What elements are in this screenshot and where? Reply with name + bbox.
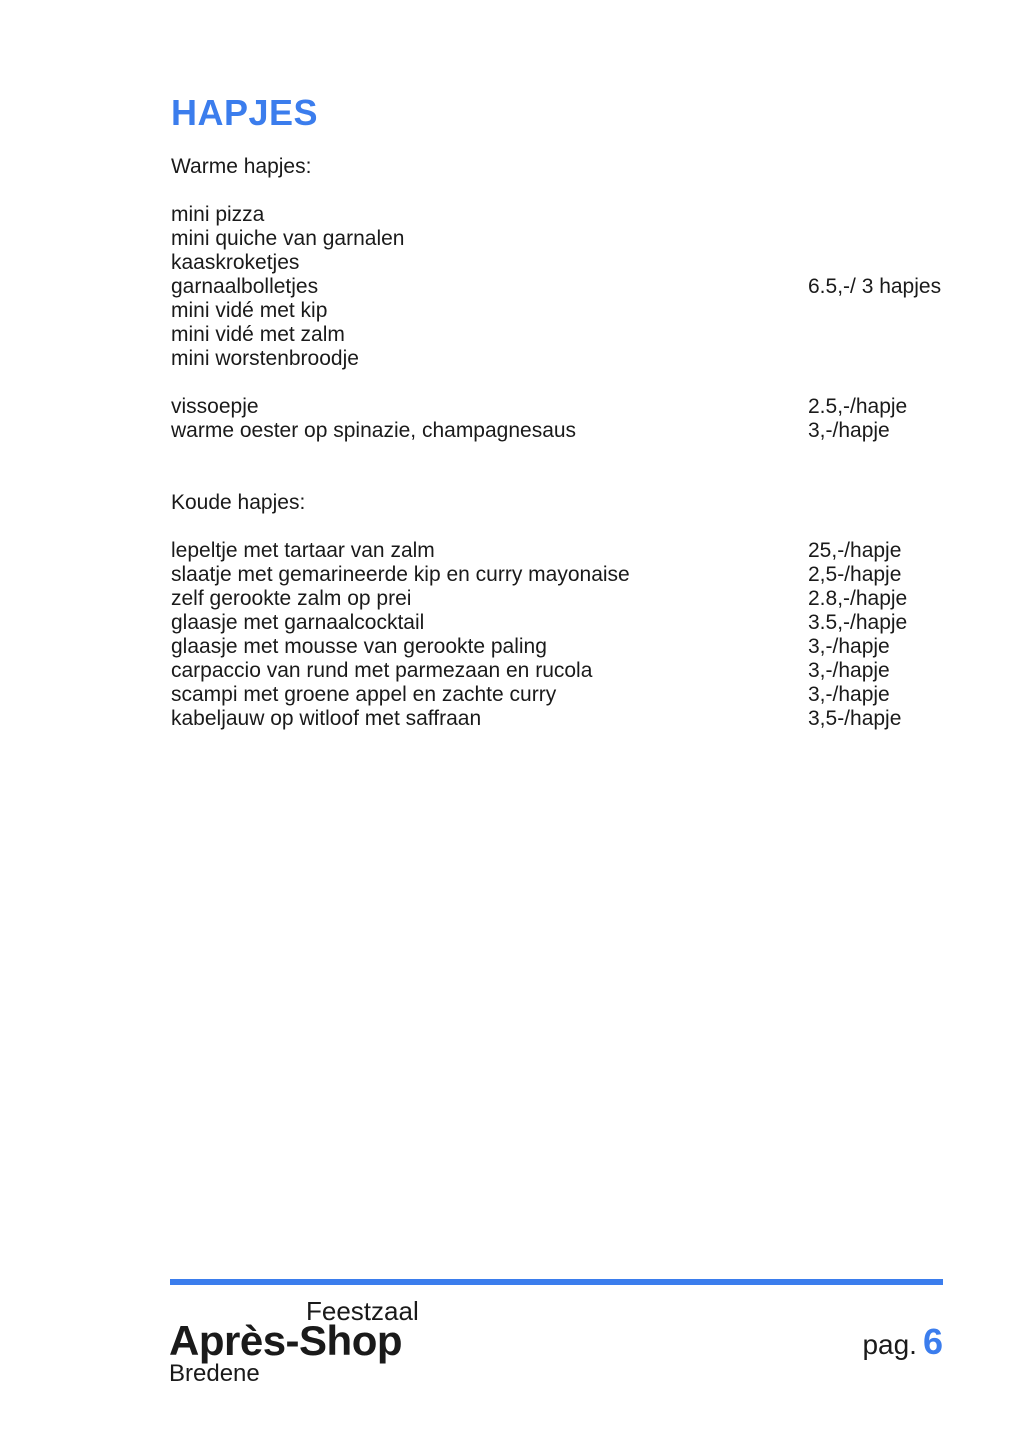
page-label: pag. <box>862 1329 917 1360</box>
item-price: 6.5,-/ 3 hapjes <box>808 275 942 298</box>
item-name: glaasje met mousse van gerookte paling <box>171 635 547 658</box>
item-name: scampi met groene appel en zachte curry <box>171 683 557 706</box>
item-name: mini quiche van garnalen <box>171 227 405 250</box>
item-name: kaaskroketjes <box>171 251 300 274</box>
list-item <box>171 539 951 563</box>
cold-items-list <box>171 539 951 731</box>
item-price: 2,5-/hapje <box>808 563 902 586</box>
item-name: lepeltje met tartaar van zalm <box>171 539 435 562</box>
list-item <box>171 587 951 611</box>
list-item <box>171 251 951 275</box>
item-name: slaatje met gemarineerde kip en curry mayonaise <box>171 563 630 586</box>
list-item <box>171 635 951 659</box>
item-name: mini vidé met kip <box>171 299 328 322</box>
item-price: 2.5,-/hapje <box>808 395 908 418</box>
warm-extra-items-list <box>171 395 951 443</box>
list-item <box>171 419 951 443</box>
list-item <box>171 395 951 419</box>
item-name: mini pizza <box>171 203 265 226</box>
item-name: carpaccio van rund met parmezaan en rucola <box>171 659 593 682</box>
item-price: 2.8,-/hapje <box>808 587 908 610</box>
list-item <box>171 299 951 323</box>
item-name: kabeljauw op witloof met saffraan <box>171 707 482 730</box>
item-price: 3,-/hapje <box>808 419 890 442</box>
footer-brand-logo: Après-Shop <box>169 1317 403 1364</box>
list-item <box>171 323 951 347</box>
list-item <box>171 347 951 371</box>
warm-items-list <box>171 203 951 371</box>
warm-section-heading: Warme hapjes: <box>171 155 312 178</box>
item-name: glaasje met garnaalcocktail <box>171 611 425 634</box>
item-name: mini worstenbroodje <box>171 347 359 370</box>
footer-divider <box>170 1279 943 1285</box>
list-item <box>171 659 951 683</box>
item-price: 3.5,-/hapje <box>808 611 908 634</box>
item-name: vissoepje <box>171 395 259 418</box>
item-price: 25,-/hapje <box>808 539 902 562</box>
list-item <box>171 611 951 635</box>
list-item <box>171 275 951 299</box>
item-price: 3,5-/hapje <box>808 707 902 730</box>
item-price: 3,-/hapje <box>808 683 890 706</box>
footer-city: Bredene <box>169 1360 260 1387</box>
page-title: HAPJES <box>171 92 319 133</box>
item-name: zelf gerookte zalm op prei <box>171 587 412 610</box>
list-item <box>171 707 951 731</box>
item-price: 3,-/hapje <box>808 659 890 682</box>
item-price: 3,-/hapje <box>808 635 890 658</box>
list-item <box>171 203 951 227</box>
list-item <box>171 563 951 587</box>
item-name: garnaalbolletjes <box>171 275 319 298</box>
page-number-indicator <box>862 1322 943 1365</box>
list-item <box>171 683 951 707</box>
list-item <box>171 227 951 251</box>
footer-feestzaal: Feestzaal <box>306 1296 419 1326</box>
cold-section-heading: Koude hapjes: <box>171 491 306 514</box>
page-number: 6 <box>922 1321 943 1362</box>
item-name: mini vidé met zalm <box>171 323 345 346</box>
item-name: warme oester op spinazie, champagnesaus <box>171 419 577 442</box>
